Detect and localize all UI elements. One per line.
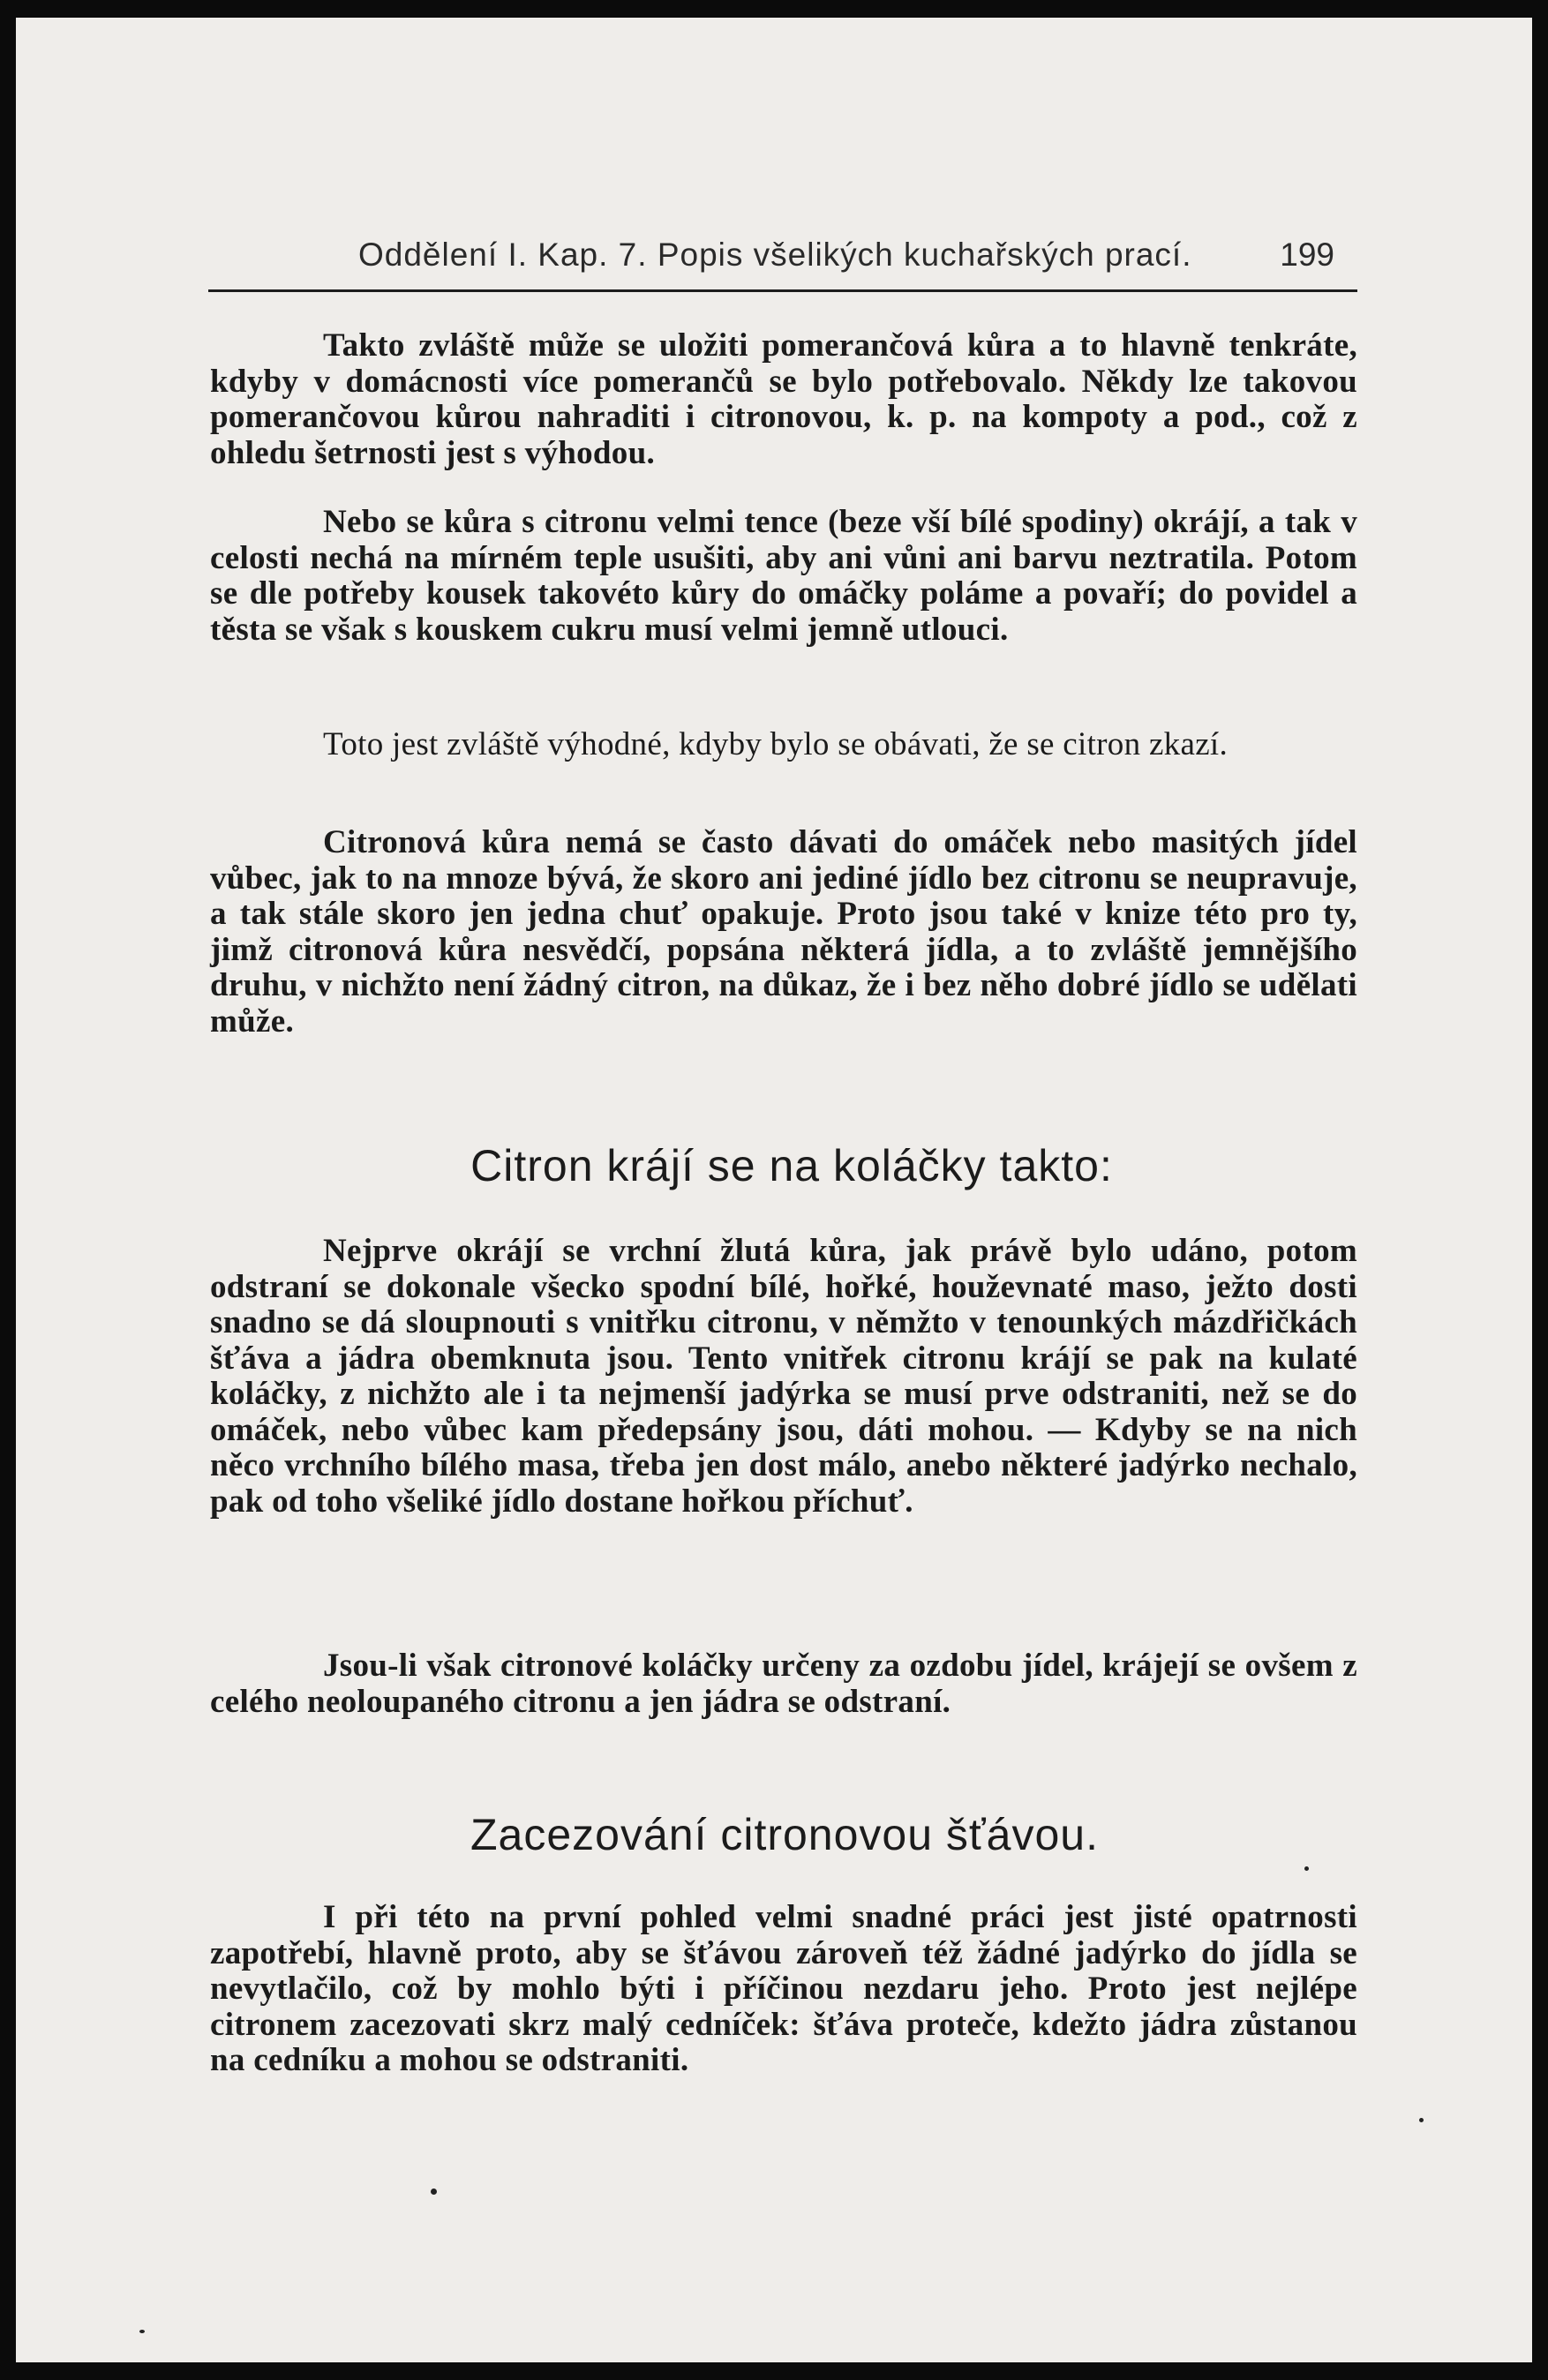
section-heading-1: Citron krájí se na koláčky takto: — [470, 1141, 1113, 1190]
scan-speck — [1419, 2118, 1424, 2122]
paragraph-3-text: Toto jest zvláště výhodné, kdyby bylo se obávati, že se citron zkazí. — [323, 726, 1229, 762]
paragraph-4-text: Citronová kůra nemá se často dávati do omáček nebo masitých jídel vůbec, jak to na mnoze bývá, že skoro ani jediné jídlo bez citronu se neupravuje, a tak stále skoro jen jedna chuť opakuje. Proto jsou také v knize této pro ty, jimž citronová kůra nesvědčí, popsána některá jídla, a to zvláště jemnějšího druhu, v nichžto není žádný citron, na důkaz, že i bez něho dobré jídlo se udělati může. — [210, 824, 1357, 1040]
paragraph-7 — [210, 1900, 1357, 2079]
book-page — [16, 18, 1532, 2362]
paragraph-5 — [210, 1234, 1357, 1520]
paragraph-5-text: Nejprve okrájí se vrchní žlutá kůra, jak právě bylo udáno, potom odstraní se dokonale všecko spodní bílé, hořké, houževnaté maso, ježto dosti snadno se dá sloupnouti s vnitřku citronu, v němžto v tenounkých mázdřičkách šťáva a jádra obemknuta jsou. Tento vnitřek citronu krájí se pak na kulaté koláčky, z nichžto ale i ta nejmenší jadýrka se musí prve odstraniti, než se do omáček, nebo vůbec kam předepsány jsou, dáti mohou. — Kdyby se na nich něco vrchního bílého masa, třeba jen dost málo, anebo některé jadýrko nechalo, pak od toho všeliké jídlo dostane hořkou příchuť. — [210, 1233, 1357, 1520]
paragraph-2 — [210, 505, 1357, 648]
scan-speck — [1304, 1866, 1309, 1871]
paragraph-6-text: Jsou-li však citronové koláčky určeny za ozdobu jídel, krájejí se ovšem z celého neoloupaného citronu a jen jádra se odstraní. — [210, 1648, 1357, 1720]
paragraph-1-text: Takto zvláště může se uložiti pomerančová kůra a to hlavně tenkráte, kdyby v domácnosti více pomerančů se bylo potřebovalo. Někdy lze takovou pomerančovou kůrou nahraditi i citronovou, k. p. na kompoty a pod., což z ohledu šetrnosti jest s výhodou. — [210, 327, 1357, 471]
paragraph-1 — [210, 328, 1357, 471]
paragraph-7-text: I při této na první pohled velmi snadné práci jest jisté opatrnosti zapotřebí, hlavně proto, aby se šťávou zároveň též žádné jadýrko do jídla se nevytlačilo, což by mohlo býti i příčinou nezdaru jeho. Proto jest nejlépe citronem zacezovati skrz malý cedníček: šťáva proteče, kdežto jádra zůstanou na cedníku a mohou se odstraniti. — [210, 1899, 1357, 2078]
page-header — [208, 236, 1357, 292]
scan-speck — [431, 2189, 437, 2195]
page-number: 199 — [1280, 236, 1334, 273]
section-heading-2: Zacezování citronovou šťávou. — [470, 1810, 1099, 1859]
paragraph-2-text: Nebo se kůra s citronu velmi tence (beze vší bílé spodiny) okrájí, a tak v celosti nechá na mírném teple usušiti, aby ani vůni ani barvu neztratila. Potom se dle potřeby kousek takovéto kůry do omáčky poláme a povaří; do povidel a těsta se však s kouskem cukru musí velmi jemně utlouci. — [210, 504, 1357, 648]
paragraph-6 — [210, 1648, 1357, 1720]
paragraph-4 — [210, 825, 1357, 1040]
running-head: Oddělení I. Kap. 7. Popis všelikých kuchařských prací. — [358, 236, 1192, 273]
scan-speck — [139, 2330, 145, 2333]
paragraph-3 — [210, 727, 1357, 763]
